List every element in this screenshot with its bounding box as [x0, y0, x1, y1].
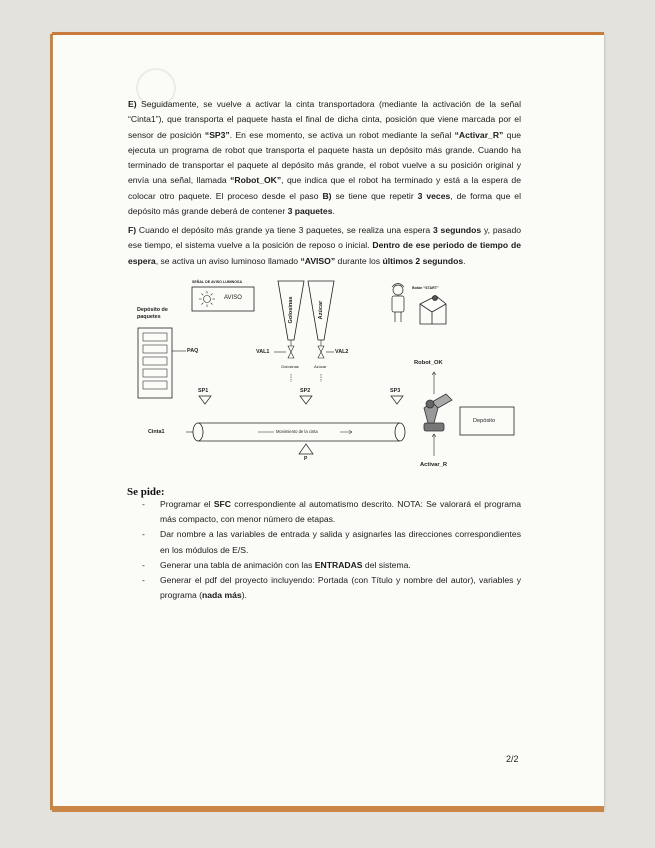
- page-edge-left: [50, 34, 53, 810]
- sun-icon: [199, 291, 215, 307]
- list-item: - Dar nombre a las variables de entrada y salida y asignarles las direcciones correspondientes en los módulos de E/S.: [142, 529, 521, 555]
- aviso-label: AVISO: [224, 295, 242, 301]
- cinta1-label: Cinta1: [148, 429, 165, 435]
- sp2-label: SP2: [300, 388, 311, 394]
- list-item: - Programar el SFC correspondiente al automatismo descrito. NOTA: Se valorará el programa más compacto, con menor número de etapas.: [142, 499, 521, 525]
- start-button-label: Botón “START”: [412, 286, 439, 290]
- sp2-sensor: [300, 396, 312, 404]
- val1-label: VAL1: [256, 349, 270, 355]
- azucar-label: Azúcar: [318, 300, 324, 320]
- paragraph-e: E) Seguidamente, se vuelve a activar la cinta transportadora (mediante la activación de la señal “Cinta1”), que transporta el paquete hasta el final de dicha cinta, posición que viene marcada por el sensor de posición “SP3”. En ese momento, se activa un robot mediante la señal “Activar_R” que ejecuta un programa de robot que transporta el paquete hasta un depósito más grande. Cuando ha terminado de transportar el paquete al depósito más grande, el robot vuelve a su posición original y envía una señal, llamada “Robot_OK”, que indica que el robot ha terminado y está a la espera de colocar otro paquete. El proceso desde el paso B) se tiene que repetir 3 veces, de forma que el depósito más grande deberá de contener 3 paquetes.: [128, 99, 521, 217]
- belt-movement-label: Movimiento de la cinta: [276, 429, 318, 434]
- p-sensor: [299, 444, 313, 454]
- robot-ok-label: Robot_OK: [414, 360, 443, 366]
- package-slot: [143, 345, 167, 353]
- sp1-label: SP1: [198, 388, 209, 394]
- paragraph-f: F) Cuando el depósito más grande ya tiene 3 paquetes, se realiza una espera 3 segundos y, pasado ese tiempo, el sistema vuelve a la posición de reposo o inicial. Dentro de ese periodo de tiempo de espera, se activa un aviso luminoso llamado “AVISO” durante los últimos 2 segundos.: [128, 225, 522, 266]
- page-edge-top: [52, 32, 604, 35]
- package-slot: [143, 381, 167, 389]
- package-slot: [143, 357, 167, 365]
- p-label: P: [304, 456, 308, 462]
- start-button-icon: [420, 296, 446, 325]
- package-slot: [143, 369, 167, 377]
- requirements-list: [128, 497, 521, 603]
- val2-label: VAL2: [335, 349, 349, 355]
- page-number: 2/2: [506, 754, 519, 764]
- process-diagram: [128, 276, 528, 476]
- sp3-sensor: [391, 396, 403, 404]
- sp3-label: SP3: [390, 388, 401, 394]
- robot-arm-icon: [424, 394, 452, 431]
- deposit-packages-label: Depósito de paquetes: [137, 307, 168, 320]
- list-item: - Generar una tabla de animación con las ENTRADAS del sistema.: [142, 559, 411, 570]
- signal-title: SEÑAL DE AVISO LUMINOSA: [192, 280, 243, 284]
- list-item: - Generar el pdf del proyecto incluyendo: Portada (con Título y nombre del autor), variables y programa (nada más).: [142, 575, 521, 601]
- golosinas-small-label: Golosinas: [281, 364, 299, 369]
- deposit-label: Depósito: [473, 418, 496, 424]
- se-pide-heading: Se pide:: [127, 486, 165, 498]
- golosinas-label: Golosinas: [288, 296, 294, 324]
- azucar-small-label: Azúcar: [314, 364, 327, 369]
- page-edge-bottom: [52, 806, 604, 812]
- operator-icon: [392, 284, 404, 323]
- package-slot: [143, 333, 167, 341]
- val2-valve: [318, 346, 324, 358]
- sp1-sensor: [199, 396, 211, 404]
- activar-r-label: Activar_R: [420, 462, 448, 468]
- paq-label: PAQ: [187, 348, 199, 354]
- val1-valve: [288, 346, 294, 358]
- diagram-drawing: [128, 276, 528, 476]
